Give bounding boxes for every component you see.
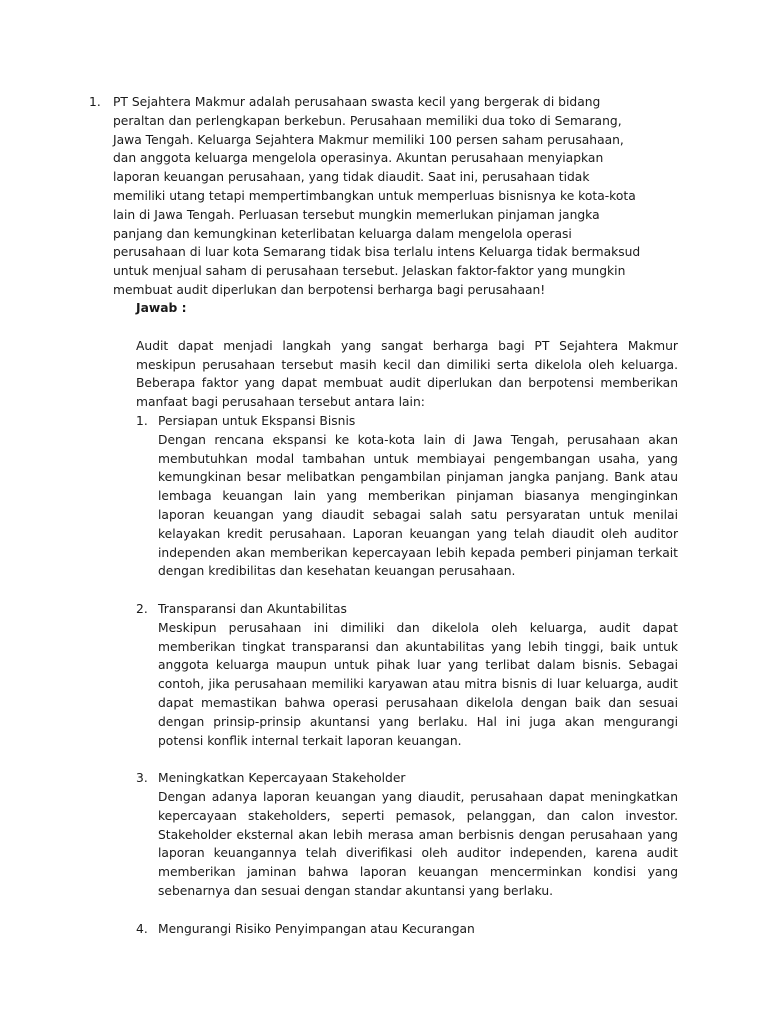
point-title: Transparansi dan Akuntabilitas <box>158 601 347 616</box>
point-body: Dengan adanya laporan keuangan yang diaudit, perusahaan dapat meningkatkan kepercayaan stakeholders, seperti pemasok, pelanggan, dan calon investor. Stakeholder eksternal akan lebih merasa aman berbisnis dengan perusahaan yang laporan keuangannya telah diverifikasi oleh auditor independen, karena audit memberikan jaminan bahwa laporan keuangan mencerminkan kondisi yang sebenarnya dan sesuai dengan standar akuntansi yang berlaku. <box>158 789 678 898</box>
answer-heading: Jawab : <box>136 301 187 315</box>
point-number: 4. <box>136 921 148 936</box>
answer-intro: Audit dapat menjadi langkah yang sangat berharga bagi PT Sejahtera Makmur meskipun perusahaan tersebut masih kecil dan dimiliki serta dikelola oleh keluarga. Beberapa faktor yang dapat membuat audit diperlukan dan berpotensi memberikan manfaat bagi perusahaan tersebut antara lain: <box>136 338 678 410</box>
answer-section <box>136 299 678 938</box>
answer-point-1 <box>136 412 678 581</box>
point-body: Meskipun perusahaan ini dimiliki dan dikelola oleh keluarga, audit dapat memberikan tingkat transparansi dan akuntabilitas yang lebih tinggi, baik untuk anggota keluarga maupun untuk pihak luar yang terlibat dalam bisnis. Sebagai contoh, jika perusahaan memiliki karyawan atau mitra bisnis di luar keluarga, audit dapat memastikan bahwa operasi perusahaan dikelola dengan baik dan sesuai dengan prinsip-prinsip akuntansi yang berlaku. Hal ini juga akan mengurangi potensi konflik internal terkait laporan keuangan. <box>158 620 678 748</box>
point-number: 3. <box>136 771 148 786</box>
point-number: 2. <box>136 601 148 616</box>
answer-point-3 <box>136 769 678 901</box>
question-number: 1. <box>89 95 101 109</box>
point-title: Mengurangi Risiko Penyimpangan atau Kecurangan <box>158 921 475 936</box>
answer-point-4 <box>136 920 678 939</box>
point-title: Persiapan untuk Ekspansi Bisnis <box>158 413 356 428</box>
answer-point-2 <box>136 600 678 750</box>
question-item <box>89 93 641 300</box>
point-title: Meningkatkan Kepercayaan Stakeholder <box>158 771 406 786</box>
question-text: PT Sejahtera Makmur adalah perusahaan swasta kecil yang bergerak di bidang peraltan dan perlengkapan berkebun. Perusahaan memiliki dua toko di Semarang, Jawa Tengah. Keluarga Sejahtera Makmur memiliki 100 persen saham perusahaan, dan anggota keluarga mengelola operasinya. Akuntan perusahaan menyiapkan laporan keuangan perusahaan, yang tidak diaudit. Saat ini, perusahaan tidak memiliki utang tetapi mempertimbangkan untuk memperluas bisnisnya ke kota-kota lain di Jawa Tengah. Perluasan tersebut mungkin memerlukan pinjaman jangka panjang dan kemungkinan keterlibatan keluarga dalam mengelola operasi perusahaan di luar kota Semarang tidak bisa terlalu intens Keluarga tidak bermaksud untuk menjual saham di perusahaan tersebut. Jelaskan faktor-faktor yang mungkin membuat audit diperlukan dan berpotensi berharga bagi perusahaan! <box>113 95 641 297</box>
point-number: 1. <box>136 413 148 428</box>
point-body: Dengan rencana ekspansi ke kota-kota lain di Jawa Tengah, perusahaan akan membutuhkan modal tambahan untuk membiayai pengembangan usaha, yang kemungkinan besar melibatkan pengambilan pinjaman jangka panjang. Bank atau lembaga keuangan lain yang memberikan pinjaman biasanya menginginkan laporan keuangan yang diaudit sebagai salah satu persyaratan untuk menilai kelayakan kredit perusahaan. Laporan keuangan yang telah diaudit oleh auditor independen akan memberikan kepercayaan lebih kepada pemberi pinjaman terkait dengan kredibilitas dan kesehatan keuangan perusahaan. <box>158 432 678 579</box>
